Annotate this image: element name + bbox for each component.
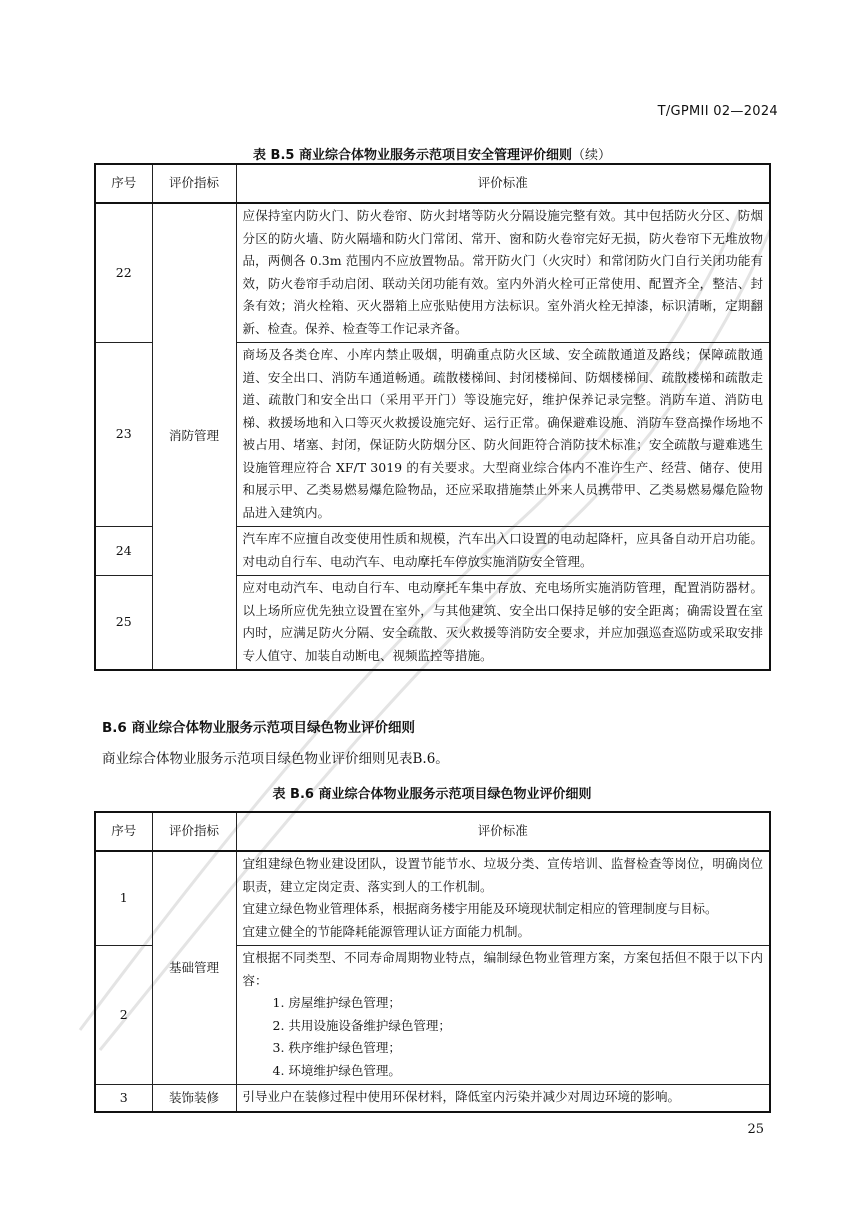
row-standard: 应对电动汽车、电动自行车、电动摩托车集中存放、充电场所实施消防管理，配置消防器材。以上场所应优先独立设置在室外，与其他建筑、安全出口保持足够的安全距离；确需设置在室内时，应满足防火分隔、安全疏散、灭火救援等消防安全要求，并应加强巡查巡防或采取安排专人值守、加装自动断电、视频监控等措施。 [236,576,770,671]
header-standard: 评价标准 [236,812,770,851]
table-b5-continued: （续） [571,148,611,163]
category-cell: 装饰装修 [152,1085,236,1112]
row-no: 1 [95,851,152,946]
row-standard: 应保持室内防火门、防火卷帘、防火封堵等防火分隔设施完整有效。其中包括防火分区、防烟分区的防火墙、防火隔墙和防火门常闭、常开、窗和防火卷帘完好无损，防火卷帘下无堆放物品，两侧各 0.3m 范围内不应放置物品。常开防火门（火灾时）和常闭防火门自行关闭功能有效，防火卷帘手动启闭、联动关闭功能有效。室内外消火栓可正常使用、配置齐全，整洁、封条有效；消火栓箱、灭火器箱上应张贴使用方法标识。室外消火栓无掉漆，标识清晰，定期翻新、检查。保养、检查等工作记录齐备。 [236,203,770,343]
row-no: 23 [95,343,152,527]
row-no: 25 [95,576,152,671]
row-standard: 汽车库不应擅自改变使用性质和规模，汽车出入口设置的电动起降杆，应具备自动开启功能。对电动自行车、电动汽车、电动摩托车停放实施消防安全管理。 [236,527,770,576]
table-b5-title [94,144,770,163]
row-no: 24 [95,527,152,576]
table-row [95,851,770,946]
table-header-row [95,812,770,851]
section-intro: 商业综合体物业服务示范项目绿色物业评价细则见表B.6。 [102,751,449,767]
row-no: 2 [95,946,152,1085]
row-standard [236,851,770,946]
section-heading: B.6 商业综合体物业服务示范项目绿色物业评价细则 [102,720,416,736]
table-row [95,1085,770,1112]
standard-line: 宜组建绿色物业建设团队，设置节能节水、垃圾分类、宣传培训、监督检查等岗位，明确岗位职责，建立定岗定责、落实到人的工作机制。 [242,856,763,894]
header-no: 序号 [95,164,152,203]
standard-intro: 宜根据不同类型、不同寿命周期物业特点，编制绿色物业管理方案，方案包括但不限于以下内容： [242,950,763,988]
table-b6-title: 表 B.6 商业综合体物业服务示范项目绿色物业评价细则 [272,787,592,802]
table-b6 [94,811,771,1113]
list-item: 4. 环境维护绿色管理。 [272,1062,401,1078]
page-number: 25 [747,1122,764,1137]
row-no: 22 [95,203,152,343]
table-b5 [94,163,771,671]
table-row [95,203,770,343]
list-item: 3. 秩序维护绿色管理； [272,1040,401,1055]
standard-line: 宜建立绿色物业管理体系，根据商务楼宇用能及环境现状制定相应的管理制度与目标。 [242,901,718,916]
header-no: 序号 [95,812,152,851]
header-indicator: 评价指标 [152,812,236,851]
table-header-row [95,164,770,203]
row-standard: 引导业户在装修过程中使用环保材料，降低室内污染并减少对周边环境的影响。 [236,1085,770,1112]
standard-line: 宜建立健全的节能降耗能源管理认证方面能力机制。 [242,923,531,939]
category-cell: 基础管理 [152,851,236,1085]
row-standard: 商场及各类仓库、小库内禁止吸烟，明确重点防火区域、安全疏散通道及路线；保障疏散通道、安全出口、消防车通道畅通。疏散楼梯间、封闭楼梯间、防烟楼梯间、疏散楼梯和疏散走道、疏散门和安全出口（采用平开门）等设施完好，维护保养记录完整。消防车道、消防电梯、救援场地和入口等灭火救援设施完好、运行正常。确保避难设施、消防车登高操作场地不被占用、堵塞、封闭，保证防火防烟分区、防火间距符合消防技术标准；安全疏散与避难逃生设施管理应符合 XF/T 3019 的有关要求。大型商业综合体内不准许生产、经营、储存、使用和展示甲、乙类易燃易爆危险物品，还应采取措施禁止外来人员携带甲、乙类易燃易爆危险物品进入建筑内。 [236,343,770,527]
header-indicator: 评价指标 [152,164,236,203]
list-item: 1. 房屋维护绿色管理； [272,995,401,1010]
row-no: 3 [95,1085,152,1112]
header-standard: 评价标准 [236,164,770,203]
list-item: 2. 共用设施设备维护绿色管理； [272,1017,451,1033]
table-b5-title-text: 表 B.5 商业综合体物业服务示范项目安全管理评价细则 [253,148,572,163]
category-cell: 消防管理 [152,203,236,670]
row-standard [236,946,770,1085]
document-id: T/GPMII 02—2024 [657,104,778,119]
